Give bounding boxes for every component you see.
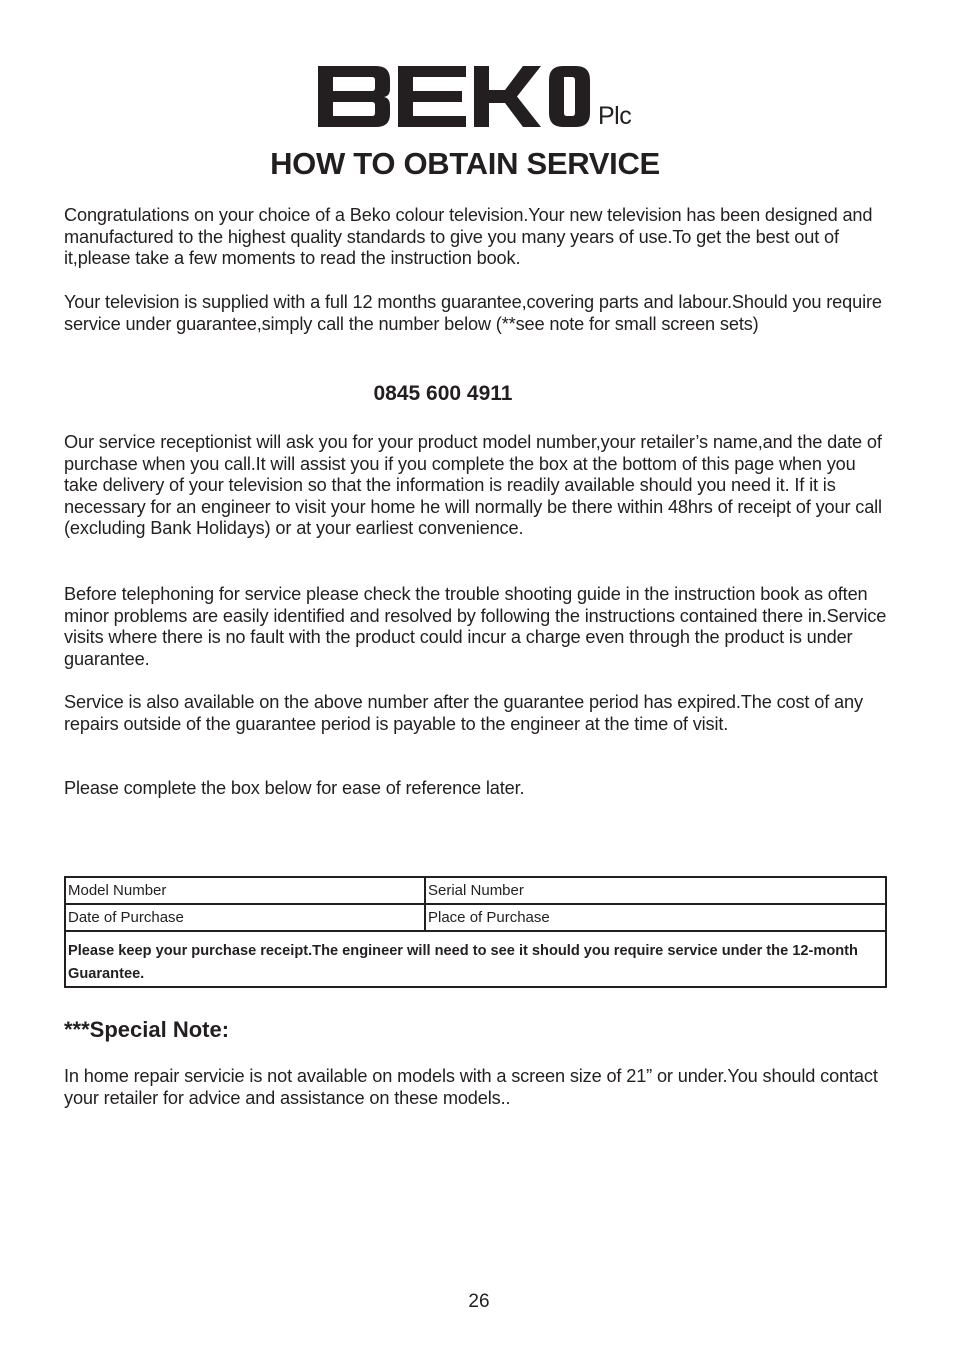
- reference-row-model-serial: [65, 877, 886, 904]
- date-of-purchase-label: Date of Purchase: [68, 909, 184, 926]
- troubleshooting-paragraph: Before telephoning for service please check the trouble shooting guide in the instruction book as often minor problems are easily identified and resolved by following the instructions contained there in.Service visits where there is no fault with the product could incur a charge even through the product is under guarantee.: [64, 584, 887, 669]
- date-of-purchase-field[interactable]: [65, 904, 425, 931]
- page-number: 26: [468, 1291, 490, 1312]
- serial-number-field[interactable]: [425, 877, 886, 904]
- brand-suffix: Plc: [598, 102, 632, 130]
- intro-paragraph: Congratulations on your choice of a Beko colour television.Your new television has been designed and manufactured to the highest quality standards to give you many years of use.To get the best out of it,please take a few moments to read the instruction book.: [64, 205, 873, 269]
- place-of-purchase-field[interactable]: [425, 904, 886, 931]
- beko-logo: [316, 62, 646, 134]
- reference-box: [64, 876, 887, 988]
- receipt-note: Please keep your purchase receipt.The engineer will need to see it should you require service under the 12-month Guarantee.: [65, 931, 886, 987]
- complete-box-instruction: Please complete the box below for ease of reference later.: [64, 778, 525, 798]
- after-guarantee-paragraph: Service is also available on the above number after the guarantee period has expired.The cost of any repairs outside of the guarantee period is payable to the engineer at the time of visit.: [64, 692, 863, 734]
- reference-row-note: [65, 931, 886, 987]
- reference-row-date-place: [65, 904, 886, 931]
- guarantee-paragraph: Your television is supplied with a full 12 months guarantee,covering parts and labour.Should you require service under guarantee,simply call the number below (**see note for small screen sets): [64, 292, 882, 334]
- model-number-field[interactable]: [65, 877, 425, 904]
- special-note-text: In home repair servicie is not available on models with a screen size of 21” or under.You should contact your retailer for advice and assistance on these models..: [64, 1066, 878, 1108]
- serial-number-label: Serial Number: [428, 882, 524, 899]
- special-note-heading: ***Special Note:: [64, 1017, 230, 1042]
- page-title: HOW TO OBTAIN SERVICE: [270, 146, 660, 181]
- service-phone-number: 0845 600 4911: [373, 382, 513, 405]
- place-of-purchase-label: Place of Purchase: [428, 909, 550, 926]
- receptionist-paragraph: Our service receptionist will ask you for your product model number,your retailer’s name,and the date of purchase when you call.It will assist you if you complete the box at the bottom of this page when you take delivery of your television so that the information is readily available should you need it. If it is necessary for an engineer to visit your home he will normally be there within 48hrs of receipt of your call (excluding Bank Holidays) or at your earliest convenience.: [64, 432, 882, 539]
- model-number-label: Model Number: [68, 882, 167, 899]
